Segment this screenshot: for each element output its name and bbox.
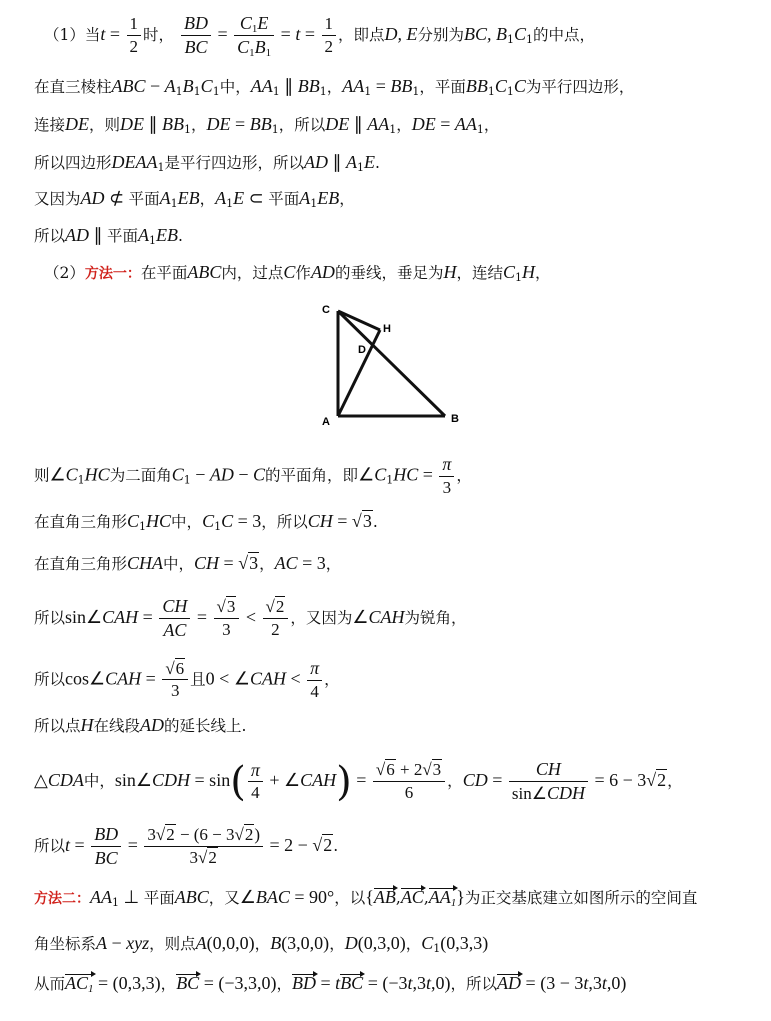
triangle-figure <box>318 297 468 427</box>
p1-line-3: 连接DE，则DE ∥ $BB_1$，DE = $BB_1$，所以DE ∥ $AA_1$，DE = $AA_1$， <box>34 114 500 136</box>
p2-line-1: （2）方法一：在平面ABC内，过点C作AD的垂线，垂足为H，连结$C_1H$， <box>44 262 551 284</box>
edge-cb <box>338 311 445 416</box>
label-d: D <box>358 344 366 356</box>
p1-line-4: 所以四边形$DEAA_1$是平行四边形，所以AD ∥ $A_1E$. <box>34 152 380 174</box>
p2-line-6: 所以cos∠CAH = $\frac{√6}{3}$ 且0 < ∠CAH < $\frac{\pi}{4}$ ， <box>34 658 340 701</box>
label-b: B <box>451 413 459 425</box>
p1-line-6: 所以AD ∥ 平面$A_1EB$. <box>34 225 183 247</box>
p2-line-7: 所以点H在线段AD的延长线上. <box>34 715 247 735</box>
edge-ch <box>338 311 380 330</box>
label-h: H <box>383 323 391 335</box>
edge-ah <box>338 330 380 416</box>
label-c: C <box>322 304 330 316</box>
p1-line-5: 又因为AD ⊄ 平面$A_1EB$，$A_1E$ ⊂ 平面$A_1EB$， <box>34 188 355 210</box>
p1-line-1: （1）当t = $\frac{1}{2}$ 时， $\frac{BD}{BC}$ = $\frac{C_1E}{C_1B_1}$ = t = $\frac{1}{2}$ ，即点D, E分别为BC, $B_1C_1$的中点， <box>44 13 596 59</box>
p2-line-2: 则$\angle C_1HC$为二面角$C_1$ − AD − C的平面角，即$\angle C_1HC$ = $\frac{\pi}{3}$ ， <box>34 454 472 497</box>
p2-line-5: 所以sin∠CAH = $\frac{CH}{AC}$ = $\frac{√3}{3}$ < $\frac{√2}{2}$ ，又因为∠CAH为锐角， <box>34 596 467 640</box>
m2-line-3: 从而$AC_1 = (0,3,3)$，BC = (−3,3,0)，BD = tBC = (−3t,3t,0)，所以AD = (3 − 3t,3t,0) <box>34 973 627 995</box>
m2-line-2: 角坐标系A − xyz，则点A(0,0,0)，B(3,0,0)，D(0,3,0)，$C_1(0,3,3)$ <box>34 933 489 955</box>
p2-line-9: 所以t = $\frac{BD}{BC}$ = $\frac{3√2 - (6 - 3√2)}{3√2}$ = 2 − √2. <box>34 824 339 868</box>
p2-line-8: △CDA中，sin∠CDH = sin( $\frac{\pi}{4}$ + ∠CAH) = $\frac{√6 + 2√3}{6}$ ，CD = $\frac{CH}{\text{sin∠CDH}}$ = 6 − 3√2， <box>34 758 683 805</box>
label-a: A <box>322 416 330 427</box>
m2-line-1: 方法二：$AA_1$ ⊥ 平面ABC，又∠BAC = 90°，以$\{AB,AC,AA_1\}$为正交基底建立如图所示的空间直 <box>34 887 698 909</box>
p2-line-3: 在直角三角形$C_1HC$中，$C_1C = 3$，所以CH = √3. <box>34 511 378 533</box>
p2-line-4: 在直角三角形CHA中，CH = √3，AC = 3， <box>34 553 342 573</box>
p1-line-2: 在直三棱柱ABC − $A_1B_1C_1$中，$AA_1$ ∥ $BB_1$，$AA_1 = BB_1$，平面$BB_1C_1C$为平行四边形， <box>34 76 635 98</box>
